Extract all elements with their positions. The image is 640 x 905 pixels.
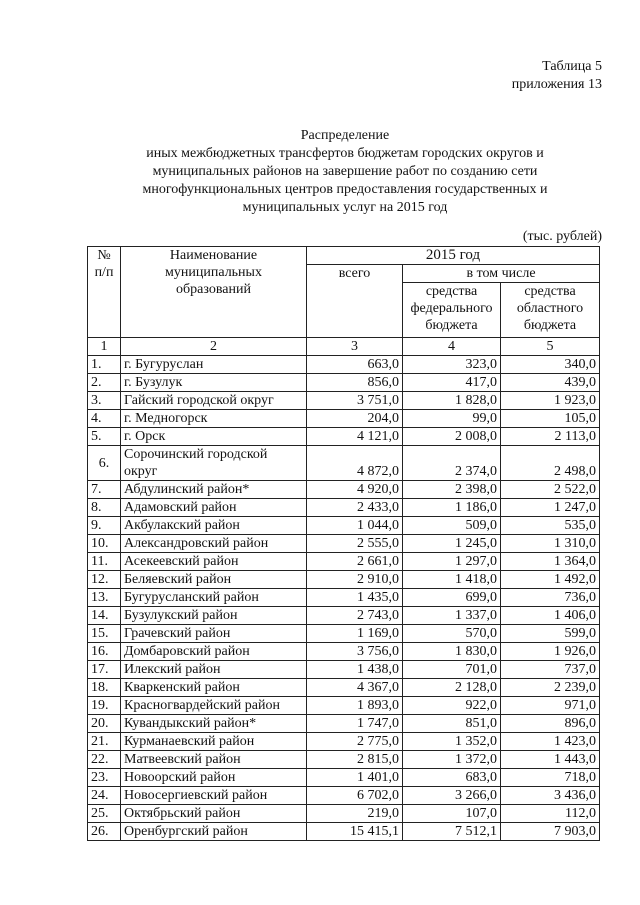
row-name: Курманаевский район [121,733,307,751]
row-regional: 1 364,0 [501,553,600,571]
table-row [88,823,600,841]
row-number: 16. [88,643,121,661]
row-regional: 1 923,0 [501,392,600,410]
row-regional: 112,0 [501,805,600,823]
row-name: Александровский район [121,535,307,553]
row-number: 25. [88,805,121,823]
table-row [88,553,600,571]
row-federal: 1 372,0 [403,751,501,769]
row-total: 2 815,0 [307,751,403,769]
row-total: 2 775,0 [307,733,403,751]
header-year: 2015 год [307,247,600,265]
header-number: № п/п [88,247,121,338]
table-row [88,392,600,410]
title-line-5: муниципальных услуг на 2015 год [242,200,448,215]
header-including: в том числе [403,265,600,283]
row-name: Асекеевский район [121,553,307,571]
row-number: 1. [88,356,121,374]
row-name: г. Бузулук [121,374,307,392]
row-total: 2 433,0 [307,499,403,517]
row-number: 18. [88,679,121,697]
row-federal: 1 418,0 [403,571,501,589]
table-row [88,356,600,374]
row-federal: 2 128,0 [403,679,501,697]
row-total: 2 555,0 [307,535,403,553]
table-row [88,499,600,517]
row-name: г. Орск [121,428,307,446]
row-federal: 1 352,0 [403,733,501,751]
row-total: 856,0 [307,374,403,392]
column-index: 3 [307,338,403,356]
row-regional: 599,0 [501,625,600,643]
row-number: 12. [88,571,121,589]
row-federal: 1 297,0 [403,553,501,571]
table-row [88,481,600,499]
row-total: 4 872,0 [307,446,403,481]
table-reference [512,58,602,94]
row-name: Кувандыкский район* [121,715,307,733]
row-name: Адамовский район [121,499,307,517]
row-regional: 1 310,0 [501,535,600,553]
row-number: 26. [88,823,121,841]
row-federal: 1 830,0 [403,643,501,661]
row-number: 3. [88,392,121,410]
row-number: 2. [88,374,121,392]
row-total: 3 751,0 [307,392,403,410]
row-regional: 1 406,0 [501,607,600,625]
row-regional: 2 498,0 [501,446,600,481]
row-number: 6. [88,446,121,481]
table-row [88,410,600,428]
row-regional: 1 423,0 [501,733,600,751]
table-row [88,571,600,589]
row-total: 1 893,0 [307,697,403,715]
row-number: 15. [88,625,121,643]
row-federal: 1 186,0 [403,499,501,517]
row-federal: 701,0 [403,661,501,679]
table-row [88,679,600,697]
row-regional: 718,0 [501,769,600,787]
row-regional: 340,0 [501,356,600,374]
row-total: 4 121,0 [307,428,403,446]
row-total: 2 910,0 [307,571,403,589]
title-line-2: иных межбюджетных трансфертов бюджетам городских округов и [146,146,544,161]
row-regional: 2 239,0 [501,679,600,697]
row-number: 13. [88,589,121,607]
row-name: Октябрьский район [121,805,307,823]
row-number: 22. [88,751,121,769]
row-number: 11. [88,553,121,571]
row-number: 24. [88,787,121,805]
row-federal: 7 512,1 [403,823,501,841]
row-number: 10. [88,535,121,553]
row-total: 1 401,0 [307,769,403,787]
row-name: Бугурусланский район [121,589,307,607]
row-federal: 3 266,0 [403,787,501,805]
table-row [88,446,600,481]
row-number: 5. [88,428,121,446]
row-total: 204,0 [307,410,403,428]
row-number: 20. [88,715,121,733]
table-label: Таблица 5 [542,59,602,74]
row-total: 15 415,1 [307,823,403,841]
row-federal: 2 374,0 [403,446,501,481]
row-federal: 99,0 [403,410,501,428]
title-line-4: многофункциональных центров предоставления государственных и [142,182,548,197]
header-name: Наименование муниципальных образований [121,247,307,338]
row-total: 1 438,0 [307,661,403,679]
row-regional: 3 436,0 [501,787,600,805]
table-row [88,643,600,661]
row-federal: 323,0 [403,356,501,374]
row-number: 8. [88,499,121,517]
table-row [88,661,600,679]
row-federal: 1 245,0 [403,535,501,553]
row-federal: 417,0 [403,374,501,392]
table-row [88,374,600,392]
row-name: Новоорский район [121,769,307,787]
column-index: 2 [121,338,307,356]
table-row [88,733,600,751]
row-federal: 2 398,0 [403,481,501,499]
row-name: Грачевский район [121,625,307,643]
table-body [88,356,600,841]
table-row [88,715,600,733]
row-federal: 2 008,0 [403,428,501,446]
table-row [88,535,600,553]
row-federal: 107,0 [403,805,501,823]
header-total: всего [307,265,403,338]
row-number: 21. [88,733,121,751]
row-name: Домбаровский район [121,643,307,661]
row-regional: 2 522,0 [501,481,600,499]
row-regional: 1 492,0 [501,571,600,589]
row-total: 4 920,0 [307,481,403,499]
row-regional: 105,0 [501,410,600,428]
header-regional: средства областного бюджета [501,283,600,338]
row-regional: 971,0 [501,697,600,715]
row-regional: 1 926,0 [501,643,600,661]
row-name: Бузулукский район [121,607,307,625]
table-row [88,589,600,607]
row-federal: 922,0 [403,697,501,715]
row-total: 4 367,0 [307,679,403,697]
row-name: Красногвардейский район [121,697,307,715]
row-total: 2 743,0 [307,607,403,625]
row-name: Илекский район [121,661,307,679]
row-regional: 2 113,0 [501,428,600,446]
row-name: г. Медногорск [121,410,307,428]
table-row [88,697,600,715]
appendix-label: приложения 13 [511,77,602,92]
row-number: 23. [88,769,121,787]
column-index: 5 [501,338,600,356]
row-number: 14. [88,607,121,625]
row-regional: 7 903,0 [501,823,600,841]
row-name: Беляевский район [121,571,307,589]
column-index: 4 [403,338,501,356]
row-number: 17. [88,661,121,679]
row-total: 219,0 [307,805,403,823]
row-name: Кваркенский район [121,679,307,697]
row-name: Сорочинский городской округ [121,446,307,481]
row-number: 9. [88,517,121,535]
document-title [95,127,595,217]
row-number: 19. [88,697,121,715]
row-name: Абдулинский район* [121,481,307,499]
row-name: Акбулакский район [121,517,307,535]
table-row [88,428,600,446]
table-row [88,607,600,625]
table-row [88,769,600,787]
allocation-table [87,246,600,841]
row-regional: 896,0 [501,715,600,733]
row-regional: 439,0 [501,374,600,392]
row-federal: 509,0 [403,517,501,535]
row-total: 2 661,0 [307,553,403,571]
row-name: Новосергиевский район [121,787,307,805]
row-regional: 1 247,0 [501,499,600,517]
row-regional: 1 443,0 [501,751,600,769]
row-federal: 1 337,0 [403,607,501,625]
row-name: Гайский городской округ [121,392,307,410]
row-regional: 737,0 [501,661,600,679]
row-total: 1 169,0 [307,625,403,643]
table-row [88,751,600,769]
column-index-row [88,338,600,356]
title-line-1: Распределение [300,128,390,143]
row-total: 6 702,0 [307,787,403,805]
row-federal: 1 828,0 [403,392,501,410]
row-federal: 570,0 [403,625,501,643]
row-federal: 699,0 [403,589,501,607]
row-name: Оренбургский район [121,823,307,841]
title-line-3: муниципальных районов на завершение работ по созданию сети [152,164,538,179]
row-number: 4. [88,410,121,428]
row-federal: 683,0 [403,769,501,787]
table-row [88,625,600,643]
row-federal: 851,0 [403,715,501,733]
row-total: 1 435,0 [307,589,403,607]
row-name: г. Бугуруслан [121,356,307,374]
row-regional: 535,0 [501,517,600,535]
row-total: 1 747,0 [307,715,403,733]
row-total: 663,0 [307,356,403,374]
table-row [88,787,600,805]
row-regional: 736,0 [501,589,600,607]
row-number: 7. [88,481,121,499]
table-row [88,517,600,535]
row-total: 1 044,0 [307,517,403,535]
row-total: 3 756,0 [307,643,403,661]
header-federal: средства федерального бюджета [403,283,501,338]
table-row [88,805,600,823]
units-label: (тыс. рублей) [522,229,602,244]
column-index: 1 [88,338,121,356]
row-name: Матвеевский район [121,751,307,769]
